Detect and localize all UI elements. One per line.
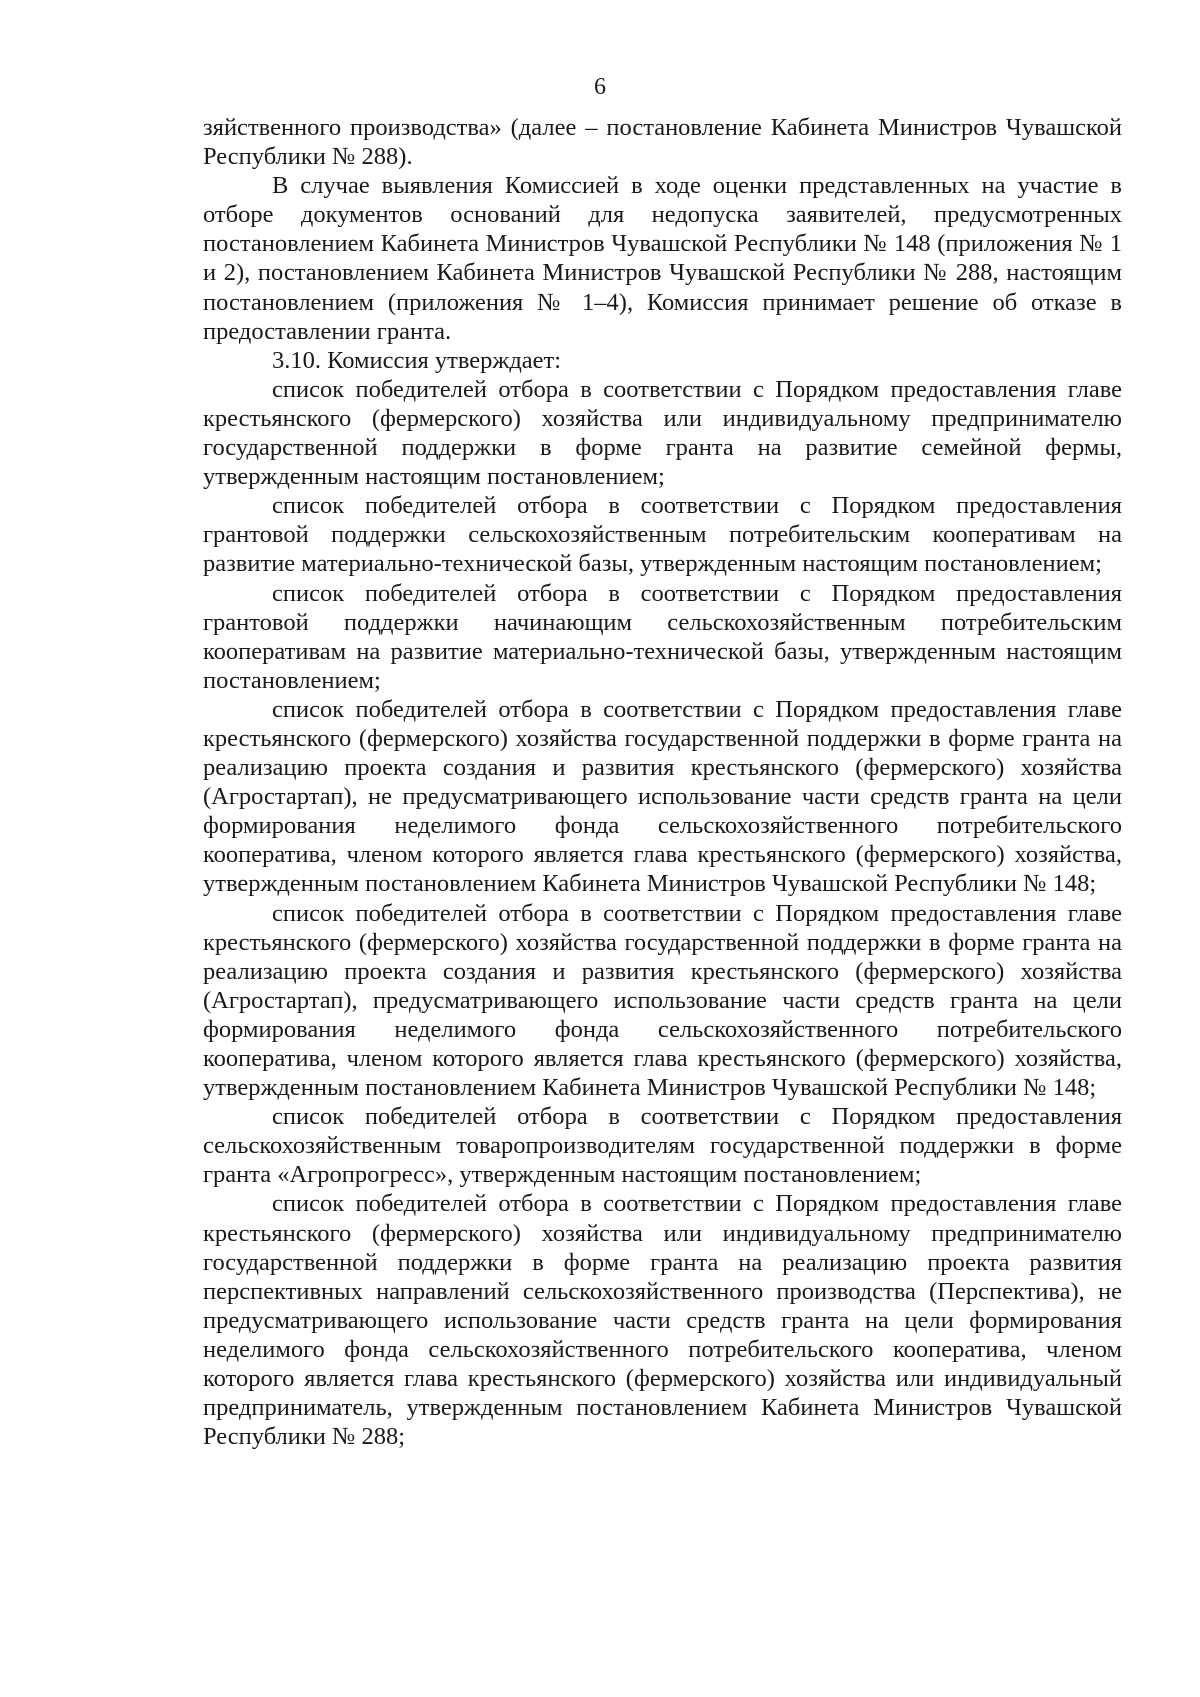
paragraph-continuation: зяйственного производства» (далее – постановление Кабинета Министров Чувашской Республики № 288). [203, 114, 1122, 171]
paragraph-list-perspective: список победителей отбора в соответствии с Порядком предоставления главе крестьянского (фермерского) хозяйства или индивидуальному предпринимателю государственной поддержки в форме гранта на реализацию проекта развития перспективных направлений сельскохозяйственного производства (Перспектива), не предусматривающего использование части средств гранта на цели формирования неделимого фонда сельскохозяйственного потребительского кооператива, членом которого является глава крестьянского (фермерского) хозяйства или индивидуальный предприниматель, утвержденным постановлением Кабинета Министров Чувашской Республики № 288; [203, 1190, 1122, 1451]
paragraph-list-agrostartup-without-fund: список победителей отбора в соответствии с Порядком предоставления главе крестьянского (фермерского) хозяйства государственной поддержки в форме гранта на реализацию проекта создания и развития крестьянского (фермерского) хозяйства (Агростартап), не предусматривающего использование части средств гранта на цели формирования неделимого фонда сельскохозяйственного потребительского кооператива, членом которого является глава крестьянского (фермерского) хозяйства, утвержденным постановлением Кабинета Министров Чувашской Республики № 148; [203, 695, 1122, 898]
paragraph-list-new-cooperatives: список победителей отбора в соответствии с Порядком предоставления грантовой поддержки начинающим сельскохозяйственным потребительским кооперативам на развитие материально-технической базы, утвержденным настоящим постановлением; [203, 579, 1122, 694]
paragraph-list-agrostartup-with-fund: список победителей отбора в соответствии с Порядком предоставления главе крестьянского (фермерского) хозяйства государственной поддержки в форме гранта на реализацию проекта создания и развития крестьянского (фермерского) хозяйства (Агростартап), предусматривающего использование части средств гранта на цели формирования неделимого фонда сельскохозяйственного потребительского кооператива, членом которого является глава крестьянского (фермерского) хозяйства, утвержденным постановлением Кабинета Министров Чувашской Республики № 148; [203, 899, 1122, 1102]
paragraph-list-cooperatives: список победителей отбора в соответствии с Порядком предоставления грантовой поддержки сельскохозяйственным потребительским кооперативам на развитие материально-технической базы, утвержденным настоящим постановлением; [203, 492, 1122, 578]
document-body [203, 113, 1122, 1451]
paragraph-list-family-farm: список победителей отбора в соответствии с Порядком предоставления главе крестьянского (фермерского) хозяйства или индивидуальному предпринимателю государственной поддержки в форме гранта на развитие семейной фермы, утвержденным настоящим постановлением; [203, 375, 1122, 491]
paragraph-refusal-grounds: В случае выявления Комиссией в ходе оценки представленных на участие в отборе документов оснований для недопуска заявителей, предусмотренных постановлением Кабинета Министров Чувашской Республики № 148 (приложения № 1 и 2), постановлением Кабинета Министров Чувашской Республики № 288, настоящим постановлением (приложения № 1–4), Комиссия принимает решение об отказе в предоставлении гранта. [203, 172, 1122, 345]
paragraph-list-agroprogress: список победителей отбора в соответствии с Порядком предоставления сельскохозяйственным товаропроизводителям государственной поддержки в форме гранта «Агропрогресс», утвержденным настоящим постановлением; [203, 1103, 1122, 1189]
page-number: 6 [594, 74, 606, 100]
paragraph-clause-3-10: 3.10. Комиссия утверждает: [272, 346, 562, 374]
